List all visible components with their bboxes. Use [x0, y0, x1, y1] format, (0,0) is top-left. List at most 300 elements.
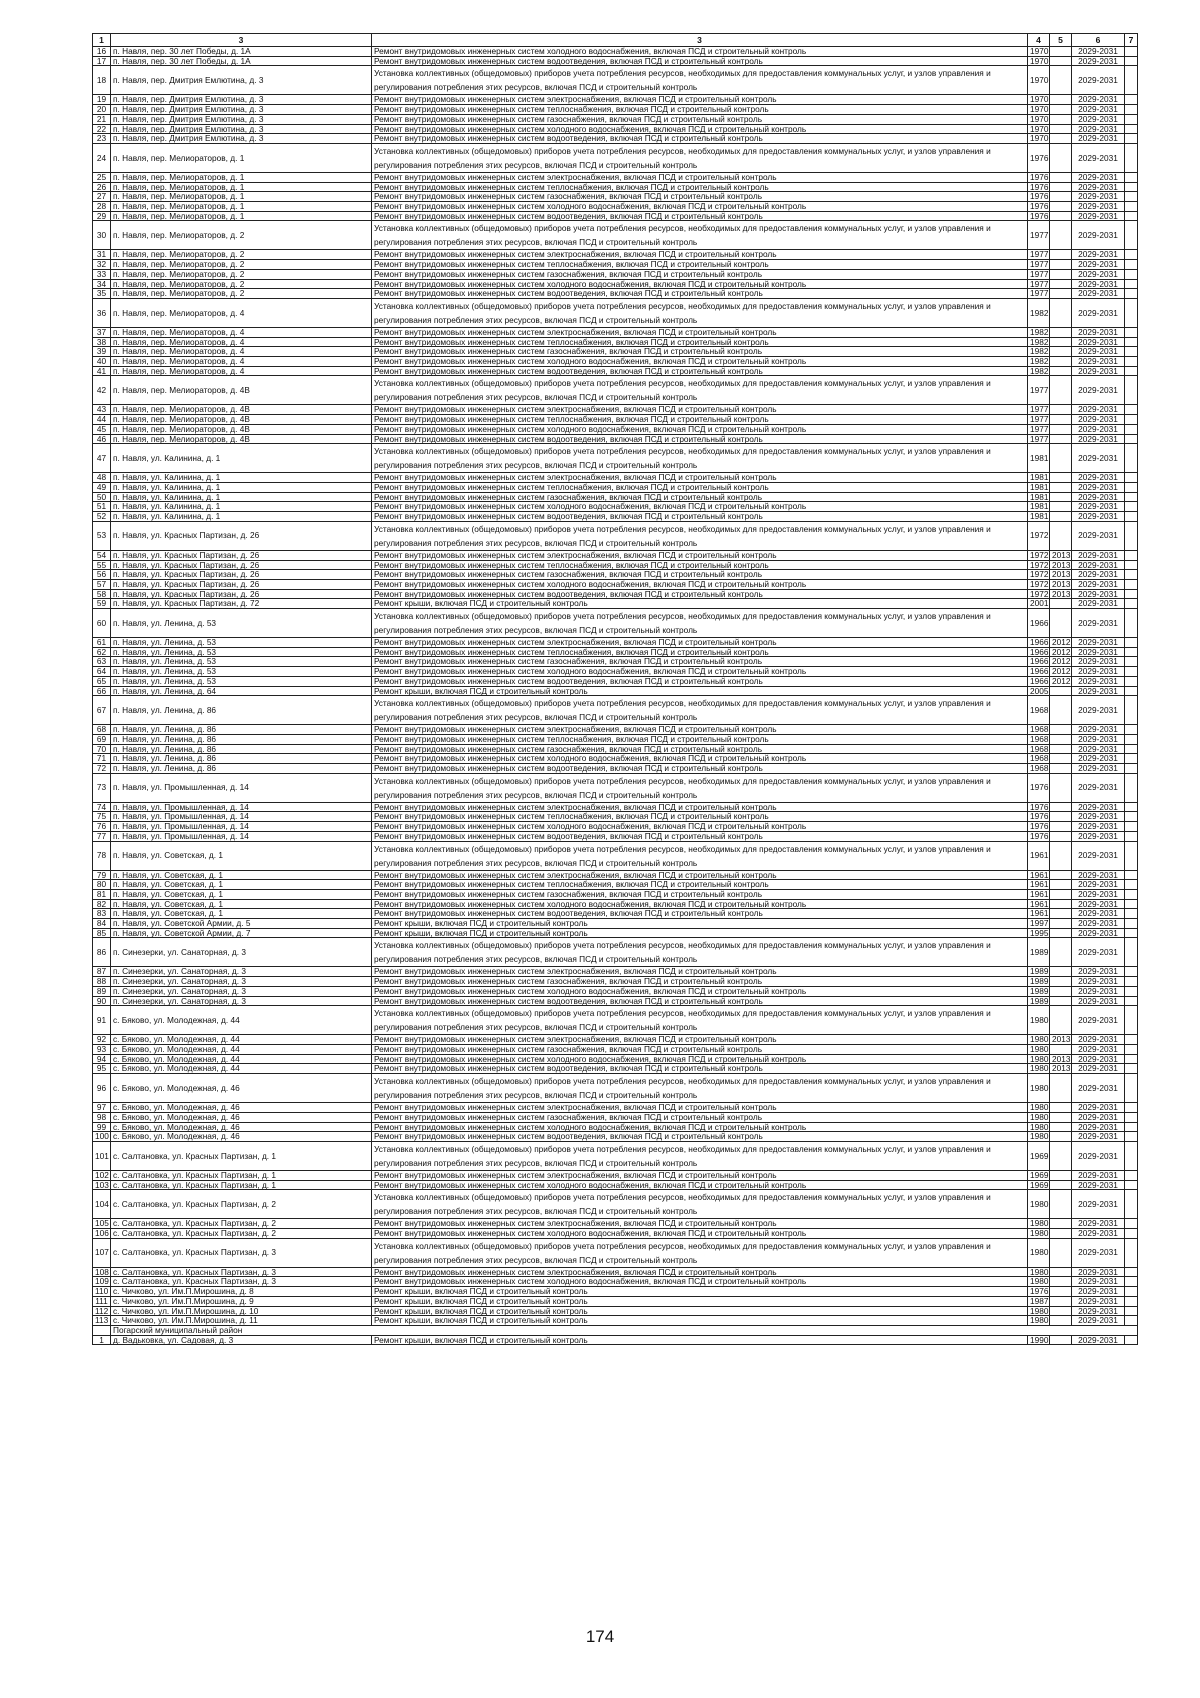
address-cell: п. Навля, ул. Калинина, д. 1: [111, 502, 372, 512]
work-type-cell: Ремонт внутридомовых инженерных систем электроснабжения, включая ПСД и строительный контроль: [372, 405, 1028, 415]
empty-cell: [1125, 686, 1138, 696]
empty-cell: [1125, 647, 1138, 657]
planned-period-cell: 2029-2031: [1072, 812, 1125, 822]
address-cell: с. Бяково, ул. Молодежная, д. 44: [111, 1006, 372, 1035]
table-row: [93, 482, 1138, 492]
table-row: [93, 686, 1138, 696]
planned-period-cell: 2029-2031: [1072, 47, 1125, 57]
last-repair-year-cell: 2012: [1050, 667, 1072, 677]
last-repair-year-cell: [1050, 889, 1072, 899]
last-repair-year-cell: [1050, 967, 1072, 977]
address-cell: с. Бяково, ул. Молодежная, д. 46: [111, 1122, 372, 1132]
last-repair-year-cell: [1050, 250, 1072, 260]
col-header-6: 6: [1072, 34, 1125, 47]
address-cell: п. Навля, ул. Промышленная, д. 14: [111, 802, 372, 812]
last-repair-year-cell: 2013: [1050, 550, 1072, 560]
last-repair-year-cell: [1050, 47, 1072, 57]
col-header-1: 1: [93, 34, 111, 47]
address-cell: с. Бяково, ул. Молодежная, д. 44: [111, 1045, 372, 1055]
empty-cell: [1125, 202, 1138, 212]
planned-period-cell: 2029-2031: [1072, 831, 1125, 841]
table-row: [93, 889, 1138, 899]
build-year-cell: 1982: [1028, 337, 1050, 347]
table-row: [93, 337, 1138, 347]
planned-period-cell: 2029-2031: [1072, 686, 1125, 696]
table-row: [93, 95, 1138, 105]
table-row: [93, 938, 1138, 967]
row-number: 51: [93, 502, 111, 512]
row-number: 110: [93, 1287, 111, 1297]
address-cell: с. Салтановка, ул. Красных Партизан, д. 3: [111, 1238, 372, 1267]
build-year-cell: 1976: [1028, 211, 1050, 221]
work-type-cell: Ремонт внутридомовых инженерных систем газоснабжения, включая ПСД и строительный контроль: [372, 977, 1028, 987]
address-cell: п. Навля, пер. Мелиораторов, д. 1: [111, 192, 372, 202]
row-number: 80: [93, 880, 111, 890]
row-number: 33: [93, 269, 111, 279]
last-repair-year-cell: [1050, 124, 1072, 134]
last-repair-year-cell: [1050, 1296, 1072, 1306]
planned-period-cell: 2029-2031: [1072, 599, 1125, 609]
work-type-cell: Ремонт внутридомовых инженерных систем водоотведения, включая ПСД и строительный контроль: [372, 211, 1028, 221]
last-repair-year-cell: [1050, 473, 1072, 483]
col-header-3: 3: [372, 34, 1028, 47]
empty-cell: [1125, 1306, 1138, 1316]
work-type-cell: Установка коллективных (общедомовых) приборов учета потребления ресурсов, необходимых для предоставления коммунальных услуг, и узлов управления и регулирования потребления этих ресурсов, включая ПСД и строительный контроль: [372, 376, 1028, 405]
build-year-cell: 1982: [1028, 357, 1050, 367]
last-repair-year-cell: [1050, 95, 1072, 105]
empty-cell: [1125, 124, 1138, 134]
build-year-cell: 1976: [1028, 773, 1050, 802]
work-type-cell: Установка коллективных (общедомовых) приборов учета потребления ресурсов, необходимых для предоставления коммунальных услуг, и узлов управления и регулирования потребления этих ресурсов, включая ПСД и строительный контроль: [372, 221, 1028, 250]
row-number: 97: [93, 1103, 111, 1113]
table-row: [93, 812, 1138, 822]
work-type-cell: Ремонт крыши, включая ПСД и строительный контроль: [372, 1335, 1028, 1345]
work-type-cell: Установка коллективных (общедомовых) приборов учета потребления ресурсов, необходимых для предоставления коммунальных услуг, и узлов управления и регулирования потребления этих ресурсов, включая ПСД и строительный контроль: [372, 444, 1028, 473]
work-type-cell: Установка коллективных (общедомовых) приборов учета потребления ресурсов, необходимых для предоставления коммунальных услуг, и узлов управления и регулирования потребления этих ресурсов, включая ПСД и строительный контроль: [372, 773, 1028, 802]
address-cell: п. Навля, ул. Ленина, д. 53: [111, 657, 372, 667]
last-repair-year-cell: [1050, 1316, 1072, 1326]
row-number: 40: [93, 357, 111, 367]
planned-period-cell: 2029-2031: [1072, 512, 1125, 522]
planned-period-cell: 2029-2031: [1072, 134, 1125, 144]
table-row: [93, 512, 1138, 522]
address-cell: п. Навля, пер. Мелиораторов, д. 1: [111, 211, 372, 221]
work-type-cell: Установка коллективных (общедомовых) приборов учета потребления ресурсов, необходимых для предоставления коммунальных услуг, и узлов управления и регулирования потребления этих ресурсов, включая ПСД и строительный контроль: [372, 1006, 1028, 1035]
last-repair-year-cell: 2013: [1050, 579, 1072, 589]
address-cell: п. Навля, пер. Мелиораторов, д. 4В: [111, 424, 372, 434]
build-year-cell: 1980: [1028, 1035, 1050, 1045]
row-number: 85: [93, 928, 111, 938]
empty-cell: [1125, 289, 1138, 299]
address-cell: п. Навля, ул. Советская, д. 1: [111, 870, 372, 880]
last-repair-year-cell: [1050, 424, 1072, 434]
empty-cell: [1125, 1035, 1138, 1045]
table-row: [93, 1219, 1138, 1229]
empty-cell: [1125, 1112, 1138, 1122]
table-row: [93, 473, 1138, 483]
address-cell: п. Навля, пер. Мелиораторов, д. 1: [111, 202, 372, 212]
planned-period-cell: 2029-2031: [1072, 1170, 1125, 1180]
last-repair-year-cell: 2013: [1050, 1054, 1072, 1064]
empty-cell: [1125, 1170, 1138, 1180]
row-number: 93: [93, 1045, 111, 1055]
planned-period-cell: 2029-2031: [1072, 1122, 1125, 1132]
build-year-cell: 1977: [1028, 405, 1050, 415]
row-number: 86: [93, 938, 111, 967]
last-repair-year-cell: [1050, 734, 1072, 744]
row-number: 72: [93, 764, 111, 774]
work-type-cell: Ремонт внутридомовых инженерных систем газоснабжения, включая ПСД и строительный контроль: [372, 570, 1028, 580]
last-repair-year-cell: [1050, 1306, 1072, 1316]
row-number: 24: [93, 143, 111, 172]
work-type-cell: Ремонт внутридомовых инженерных систем электроснабжения, включая ПСД и строительный контроль: [372, 550, 1028, 560]
last-repair-year-cell: [1050, 289, 1072, 299]
planned-period-cell: 2029-2031: [1072, 172, 1125, 182]
table-row: [93, 744, 1138, 754]
row-number: 23: [93, 134, 111, 144]
empty-cell: [1125, 550, 1138, 560]
table-row: [93, 357, 1138, 367]
address-cell: п. Навля, пер. Мелиораторов, д. 2: [111, 279, 372, 289]
row-number: 99: [93, 1122, 111, 1132]
table-row: [93, 405, 1138, 415]
address-cell: с. Чичково, ул. Им.П.Мирошина, д. 11: [111, 1316, 372, 1326]
build-year-cell: 1989: [1028, 967, 1050, 977]
work-type-cell: Ремонт внутридомовых инженерных систем водоотведения, включая ПСД и строительный контроль: [372, 289, 1028, 299]
address-cell: п. Навля, ул. Ленина, д. 86: [111, 725, 372, 735]
last-repair-year-cell: 2013: [1050, 1064, 1072, 1074]
row-number: 75: [93, 812, 111, 822]
build-year-cell: 1968: [1028, 744, 1050, 754]
empty-cell: [1125, 1190, 1138, 1219]
empty-cell: [1125, 1287, 1138, 1297]
build-year-cell: 1980: [1028, 1238, 1050, 1267]
address-cell: п. Навля, ул. Красных Партизан, д. 26: [111, 589, 372, 599]
empty-cell: [1125, 415, 1138, 425]
planned-period-cell: 2029-2031: [1072, 124, 1125, 134]
table-row: [93, 279, 1138, 289]
last-repair-year-cell: 2013: [1050, 570, 1072, 580]
row-number: 112: [93, 1306, 111, 1316]
address-cell: с. Салтановка, ул. Красных Партизан, д. 2: [111, 1219, 372, 1229]
empty-cell: [1125, 773, 1138, 802]
table-row: [93, 289, 1138, 299]
address-cell: п. Навля, ул. Калинина, д. 1: [111, 473, 372, 483]
last-repair-year-cell: 2013: [1050, 560, 1072, 570]
build-year-cell: 1970: [1028, 95, 1050, 105]
col-header-7: 7: [1125, 34, 1138, 47]
work-type-cell: Ремонт внутридомовых инженерных систем водоотведения, включая ПСД и строительный контроль: [372, 831, 1028, 841]
build-year-cell: 1989: [1028, 977, 1050, 987]
row-number: 84: [93, 919, 111, 929]
table-row: [93, 444, 1138, 473]
row-number: 88: [93, 977, 111, 987]
table-row: [93, 124, 1138, 134]
address-cell: п. Навля, пер. Мелиораторов, д. 2: [111, 269, 372, 279]
table-row: [93, 221, 1138, 250]
planned-period-cell: 2029-2031: [1072, 1132, 1125, 1142]
empty-cell: [1125, 977, 1138, 987]
last-repair-year-cell: [1050, 928, 1072, 938]
table-row: [93, 1316, 1138, 1326]
build-year-cell: 1966: [1028, 676, 1050, 686]
build-year-cell: 1961: [1028, 889, 1050, 899]
row-number: 55: [93, 560, 111, 570]
empty-cell: [1125, 967, 1138, 977]
empty-cell: [1125, 725, 1138, 735]
address-cell: п. Навля, ул. Калинина, д. 1: [111, 482, 372, 492]
row-number: 79: [93, 870, 111, 880]
empty-cell: [1125, 376, 1138, 405]
work-type-cell: Ремонт крыши, включая ПСД и строительный контроль: [372, 1306, 1028, 1316]
table-row: [93, 550, 1138, 560]
planned-period-cell: 2029-2031: [1072, 357, 1125, 367]
empty-cell: [1125, 570, 1138, 580]
table-row: [93, 773, 1138, 802]
empty-cell: [1125, 182, 1138, 192]
work-type-cell: Ремонт внутридомовых инженерных систем теплоснабжения, включая ПСД и строительный контроль: [372, 647, 1028, 657]
table-row: [93, 1229, 1138, 1239]
work-type-cell: Ремонт внутридомовых инженерных систем газоснабжения, включая ПСД и строительный контроль: [372, 1112, 1028, 1122]
last-repair-year-cell: [1050, 899, 1072, 909]
empty-cell: [1125, 734, 1138, 744]
address-cell: п. Навля, пер. Мелиораторов, д. 4В: [111, 434, 372, 444]
last-repair-year-cell: [1050, 725, 1072, 735]
address-cell: с. Салтановка, ул. Красных Партизан, д. 2: [111, 1190, 372, 1219]
last-repair-year-cell: [1050, 996, 1072, 1006]
table-row: [93, 880, 1138, 890]
work-type-cell: Ремонт внутридомовых инженерных систем газоснабжения, включая ПСД и строительный контроль: [372, 347, 1028, 357]
empty-cell: [1125, 47, 1138, 57]
address-cell: п. Навля, ул. Советская, д. 1: [111, 899, 372, 909]
build-year-cell: 1982: [1028, 347, 1050, 357]
work-type-cell: Ремонт внутридомовых инженерных систем холодного водоснабжения, включая ПСД и строительный контроль: [372, 1054, 1028, 1064]
empty-cell: [1125, 482, 1138, 492]
empty-cell: [1125, 638, 1138, 648]
address-cell: с. Салтановка, ул. Красных Партизан, д. 1: [111, 1141, 372, 1170]
address-cell: п. Навля, пер. Мелиораторов, д. 4: [111, 337, 372, 347]
empty-cell: [1125, 764, 1138, 774]
table-row: [93, 899, 1138, 909]
last-repair-year-cell: [1050, 66, 1072, 95]
empty-cell: [1125, 143, 1138, 172]
empty-cell: [1125, 589, 1138, 599]
empty-cell: [1125, 221, 1138, 250]
planned-period-cell: 2029-2031: [1072, 734, 1125, 744]
planned-period-cell: 2029-2031: [1072, 696, 1125, 725]
planned-period-cell: 2029-2031: [1072, 560, 1125, 570]
table-row: [93, 570, 1138, 580]
work-type-cell: Установка коллективных (общедомовых) приборов учета потребления ресурсов, необходимых для предоставления коммунальных услуг, и узлов управления и регулирования потребления этих ресурсов, включая ПСД и строительный контроль: [372, 1141, 1028, 1170]
work-type-cell: Установка коллективных (общедомовых) приборов учета потребления ресурсов, необходимых для предоставления коммунальных услуг, и узлов управления и регулирования потребления этих ресурсов, включая ПСД и строительный контроль: [372, 521, 1028, 550]
row-number: 104: [93, 1190, 111, 1219]
last-repair-year-cell: [1050, 1229, 1072, 1239]
planned-period-cell: 2029-2031: [1072, 221, 1125, 250]
table-row: [93, 1180, 1138, 1190]
planned-period-cell: 2029-2031: [1072, 1054, 1125, 1064]
work-type-cell: Установка коллективных (общедомовых) приборов учета потребления ресурсов, необходимых для предоставления коммунальных услуг, и узлов управления и регулирования потребления этих ресурсов, включая ПСД и строительный контроль: [372, 696, 1028, 725]
address-cell: п. Навля, пер. Мелиораторов, д. 4: [111, 347, 372, 357]
empty-cell: [1125, 260, 1138, 270]
address-cell: с. Салтановка, ул. Красных Партизан, д. 2: [111, 1229, 372, 1239]
col-header-5: 5: [1050, 34, 1072, 47]
row-number: 27: [93, 192, 111, 202]
last-repair-year-cell: [1050, 444, 1072, 473]
planned-period-cell: 2029-2031: [1072, 773, 1125, 802]
planned-period-cell: 2029-2031: [1072, 1035, 1125, 1045]
planned-period-cell: 2029-2031: [1072, 667, 1125, 677]
row-number: 37: [93, 327, 111, 337]
build-year-cell: 1977: [1028, 269, 1050, 279]
work-type-cell: Ремонт внутридомовых инженерных систем холодного водоснабжения, включая ПСД и строительный контроль: [372, 424, 1028, 434]
address-cell: п. Навля, пер. Мелиораторов, д. 2: [111, 260, 372, 270]
last-repair-year-cell: [1050, 357, 1072, 367]
work-type-cell: Ремонт внутридомовых инженерных систем водоотведения, включая ПСД и строительный контроль: [372, 909, 1028, 919]
address-cell: п. Навля, ул. Советская, д. 1: [111, 909, 372, 919]
last-repair-year-cell: [1050, 1132, 1072, 1142]
address-cell: п. Навля, пер. Мелиораторов, д. 1: [111, 172, 372, 182]
table-row: [93, 56, 1138, 66]
build-year-cell: 1961: [1028, 909, 1050, 919]
row-number: 56: [93, 570, 111, 580]
work-type-cell: Ремонт внутридомовых инженерных систем водоотведения, включая ПСД и строительный контроль: [372, 764, 1028, 774]
last-repair-year-cell: [1050, 1238, 1072, 1267]
empty-cell: [1125, 327, 1138, 337]
work-type-cell: Ремонт внутридомовых инженерных систем газоснабжения, включая ПСД и строительный контроль: [372, 492, 1028, 502]
table-row: [93, 66, 1138, 95]
empty-cell: [1125, 744, 1138, 754]
empty-cell: [1125, 95, 1138, 105]
address-cell: п. Навля, ул. Ленина, д. 64: [111, 686, 372, 696]
build-year-cell: 1968: [1028, 734, 1050, 744]
planned-period-cell: 2029-2031: [1072, 424, 1125, 434]
table-row: [93, 269, 1138, 279]
planned-period-cell: 2029-2031: [1072, 841, 1125, 870]
build-year-cell: 1968: [1028, 764, 1050, 774]
build-year-cell: 1980: [1028, 1229, 1050, 1239]
last-repair-year-cell: [1050, 327, 1072, 337]
build-year-cell: 1980: [1028, 1132, 1050, 1142]
build-year-cell: 1976: [1028, 172, 1050, 182]
empty-cell: [1125, 657, 1138, 667]
planned-period-cell: 2029-2031: [1072, 977, 1125, 987]
last-repair-year-cell: [1050, 686, 1072, 696]
work-type-cell: Ремонт крыши, включая ПСД и строительный контроль: [372, 1287, 1028, 1297]
empty-cell: [1125, 802, 1138, 812]
address-cell: п. Навля, ул. Советская, д. 1: [111, 880, 372, 890]
empty-cell: [1125, 1054, 1138, 1064]
table-row: [93, 1035, 1138, 1045]
build-year-cell: 1980: [1028, 1316, 1050, 1326]
row-number: 28: [93, 202, 111, 212]
planned-period-cell: 2029-2031: [1072, 473, 1125, 483]
planned-period-cell: 2029-2031: [1072, 1316, 1125, 1326]
work-type-cell: Ремонт внутридомовых инженерных систем электроснабжения, включая ПСД и строительный контроль: [372, 1035, 1028, 1045]
planned-period-cell: 2029-2031: [1072, 279, 1125, 289]
planned-period-cell: 2029-2031: [1072, 482, 1125, 492]
table-row: [93, 1296, 1138, 1306]
work-type-cell: Ремонт внутридомовых инженерных систем холодного водоснабжения, включая ПСД и строительный контроль: [372, 579, 1028, 589]
work-type-cell: Ремонт внутридомовых инженерных систем теплоснабжения, включая ПСД и строительный контроль: [372, 734, 1028, 744]
address-cell: п. Синезерки, ул. Санаторная, д. 3: [111, 967, 372, 977]
row-number: 89: [93, 986, 111, 996]
planned-period-cell: 2029-2031: [1072, 1074, 1125, 1103]
build-year-cell: 1977: [1028, 415, 1050, 425]
table-row: [93, 1132, 1138, 1142]
empty-cell: [1125, 444, 1138, 473]
build-year-cell: 1989: [1028, 938, 1050, 967]
last-repair-year-cell: [1050, 434, 1072, 444]
row-number: 102: [93, 1170, 111, 1180]
build-year-cell: 1980: [1028, 1103, 1050, 1113]
table-row: [93, 415, 1138, 425]
last-repair-year-cell: [1050, 502, 1072, 512]
row-number: 71: [93, 754, 111, 764]
build-year-cell: 1997: [1028, 919, 1050, 929]
last-repair-year-cell: [1050, 260, 1072, 270]
table-row: [93, 647, 1138, 657]
build-year-cell: 1969: [1028, 1141, 1050, 1170]
build-year-cell: 1977: [1028, 221, 1050, 250]
work-type-cell: Ремонт внутридомовых инженерных систем холодного водоснабжения, включая ПСД и строительный контроль: [372, 279, 1028, 289]
row-number: 95: [93, 1064, 111, 1074]
page-number: 174: [585, 1627, 615, 1646]
work-type-cell: Ремонт внутридомовых инженерных систем электроснабжения, включая ПСД и строительный контроль: [372, 870, 1028, 880]
planned-period-cell: 2029-2031: [1072, 192, 1125, 202]
planned-period-cell: 2029-2031: [1072, 1045, 1125, 1055]
row-number: 113: [93, 1316, 111, 1326]
last-repair-year-cell: [1050, 211, 1072, 221]
empty-cell: [1125, 211, 1138, 221]
row-number: 90: [93, 996, 111, 1006]
work-type-cell: Ремонт внутридомовых инженерных систем водоотведения, включая ПСД и строительный контроль: [372, 589, 1028, 599]
build-year-cell: 1966: [1028, 638, 1050, 648]
last-repair-year-cell: [1050, 1170, 1072, 1180]
build-year-cell: 1976: [1028, 143, 1050, 172]
last-repair-year-cell: 2012: [1050, 638, 1072, 648]
planned-period-cell: 2029-2031: [1072, 1006, 1125, 1035]
work-type-cell: Ремонт крыши, включая ПСД и строительный контроль: [372, 1296, 1028, 1306]
address-cell: п. Навля, пер. Мелиораторов, д. 4: [111, 366, 372, 376]
build-year-cell: 1990: [1028, 1335, 1050, 1345]
table-row: [93, 919, 1138, 929]
build-year-cell: 1981: [1028, 482, 1050, 492]
address-cell: д. Вадьковка, ул. Садовая, д. 3: [111, 1335, 372, 1345]
planned-period-cell: 2029-2031: [1072, 337, 1125, 347]
last-repair-year-cell: [1050, 1103, 1072, 1113]
build-year-cell: 1982: [1028, 366, 1050, 376]
row-number: 98: [93, 1112, 111, 1122]
planned-period-cell: 2029-2031: [1072, 880, 1125, 890]
row-number: 74: [93, 802, 111, 812]
address-cell: п. Навля, ул. Калинина, д. 1: [111, 444, 372, 473]
work-type-cell: Ремонт внутридомовых инженерных систем холодного водоснабжения, включая ПСД и строительный контроль: [372, 1229, 1028, 1239]
planned-period-cell: 2029-2031: [1072, 434, 1125, 444]
build-year-cell: 1969: [1028, 1170, 1050, 1180]
row-number: 32: [93, 260, 111, 270]
empty-cell: [1125, 1064, 1138, 1074]
empty-cell: [1125, 1103, 1138, 1113]
work-type-cell: Ремонт внутридомовых инженерных систем теплоснабжения, включая ПСД и строительный контроль: [372, 812, 1028, 822]
table-row: [93, 1122, 1138, 1132]
last-repair-year-cell: [1050, 764, 1072, 774]
table-row: [93, 986, 1138, 996]
col-header-2: 3: [111, 34, 372, 47]
last-repair-year-cell: 2013: [1050, 1035, 1072, 1045]
address-cell: п. Навля, ул. Ленина, д. 53: [111, 676, 372, 686]
table-row: [93, 560, 1138, 570]
table-row: [93, 327, 1138, 337]
